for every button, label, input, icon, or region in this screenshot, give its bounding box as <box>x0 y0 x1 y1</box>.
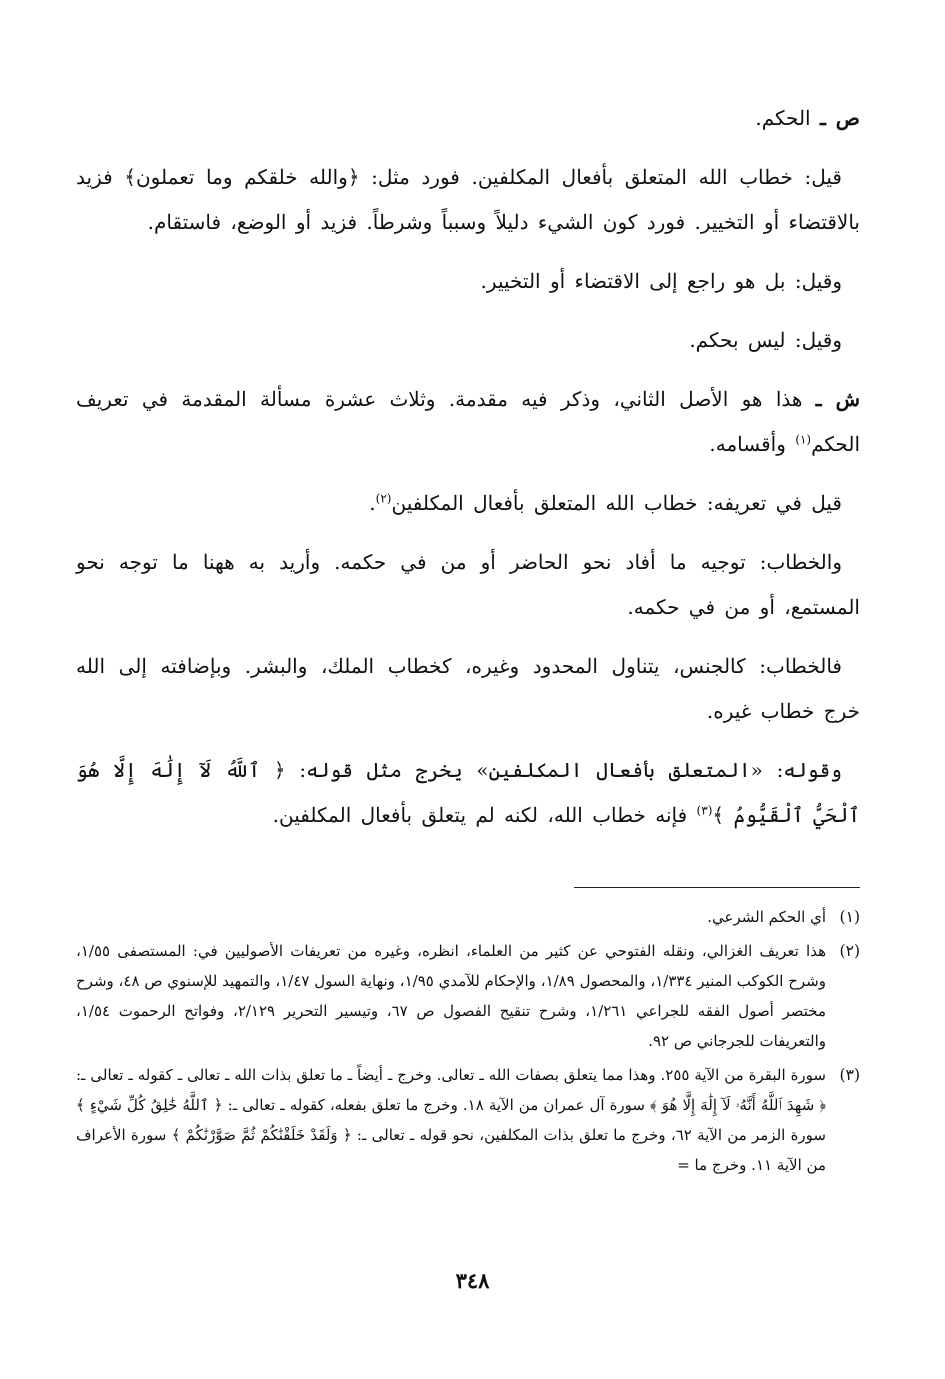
sharh-marker: ش ـ <box>815 387 860 411</box>
main-text <box>76 96 860 852</box>
mutaalliq-text-end: فإنه خطاب الله، لكنه لم يتعلق بأفعال المكلفين. <box>272 803 697 827</box>
footnote-text: أي الحكم الشرعي. <box>707 908 826 926</box>
footnote-3 <box>76 1060 860 1180</box>
definition-end: . <box>369 491 376 515</box>
sharh-paragraph <box>76 377 860 467</box>
section-title: الحكم. <box>755 106 820 130</box>
paragraph-second-opinion: وقيل: بل هو راجع إلى الاقتضاء أو التخيير. <box>480 269 842 293</box>
footnote-1 <box>76 902 860 932</box>
footnote-ref-3[interactable]: (٣) <box>696 803 713 818</box>
definition-paragraph <box>76 481 860 526</box>
footnote-ref-1[interactable]: (١) <box>795 432 812 447</box>
paragraph-definition-quote: قيل: خطاب الله المتعلق بأفعال المكلفين. فورد مثل: ﴿والله خلقكم وما تعملون﴾ فزيد بالاقتضاء أو التخيير. فورد كون الشيء دليلاً وسبباً وشرطاً. فزيد أو الوضع، فاستقام. <box>76 165 860 234</box>
footnote-number: (٢) <box>839 942 860 960</box>
footnote-number: (٣) <box>839 1066 860 1084</box>
definition-text: قيل في تعريفه: خطاب الله المتعلق بأفعال المكلفين <box>391 491 842 515</box>
footnotes <box>76 902 860 1184</box>
footnote-text: هذا تعريف الغزالي، ونقله الفتوحي عن كثير من العلماء، انظره، وغيره من تعريفات الأصوليين في: المستصفى ١/٥٥، وشرح الكوكب المنير ١/٣٣٤، والمحصول ١/٨٩، والإحكام للآمدي ١/٩٥، ونهاية السول ١/٤٧، والتمهيد للإسنوي ص ٤٨، وشرح مختصر أصول الفقه للجراعي ١/٢٦١، وشرح تنقيح الفصول ص ٦٧، وتيسير التحرير ٢/١٢٩، وفواتح الرحموت ١/٥٤، والتعريفات للجرجاني ص ٩٢. <box>76 942 826 1050</box>
section-heading <box>76 96 860 141</box>
footnote-2 <box>76 936 860 1056</box>
mutaalliq-text: وقوله: «المتعلق بأفعال المكلفين» يخرج مثل قوله: ﴿ ٱللَّهُ لَآ إِلَٰهَ إِلَّا هُوَ ٱلْحَيُّ ٱلْقَيُّومُ ﴾ <box>76 758 860 827</box>
page-number: ٣٤٨ <box>455 1268 490 1293</box>
khitab-paragraph: والخطاب: توجيه ما أفاد نحو الحاضر أو من في حكمه. وأريد به ههنا ما توجه نحو المستمع، أو من في حكمه. <box>76 550 860 619</box>
khitab-genus-paragraph: فالخطاب: كالجنس، يتناول المحدود وغيره، كخطاب الملك، والبشر. وبإضافته إلى الله خرج خطاب غيره. <box>76 654 860 723</box>
footnote-text: سورة البقرة من الآية ٢٥٥. وهذا مما يتعلق بصفات الله ـ تعالى. وخرج ـ أيضاً ـ ما تعلق بذات الله ـ تعالى ـ كقوله ـ تعالى ـ: ﴿ شَهِدَ ٱللَّهُ أَنَّهُۥ لَآ إِلَٰهَ إِلَّا هُوَ ﴾ سورة آل عمران من الآية ١٨. وخرج ما تعلق بفعله، كقوله ـ تعالى ـ: ﴿ ٱللَّهُ خَٰلِقُ كُلِّ شَيْءٍ ﴾ سورة الزمر من الآية ٦٢، وخرج ما تعلق بذات المكلفين، نحو قوله ـ تعالى ـ: ﴿ وَلَقَدْ خَلَقْنَٰكُمْ ثُمَّ صَوَّرْنَٰكُمْ ﴾ سورة الأعراف من الآية ١١. وخرج ما = <box>76 1066 826 1174</box>
section-marker: ص ـ <box>819 106 860 130</box>
sharh-text-end: وأقسامه. <box>709 432 796 456</box>
footnote-separator <box>574 887 860 888</box>
footnote-ref-2[interactable]: (٢) <box>375 491 392 506</box>
paragraph-third-opinion: وقيل: ليس بحكم. <box>689 328 842 352</box>
mutaalliq-paragraph <box>76 748 860 838</box>
footnote-number: (١) <box>839 908 860 926</box>
sharh-text: هذا هو الأصل الثاني، وذكر فيه مقدمة. وثلاث عشرة مسألة المقدمة في تعريف الحكم <box>76 387 860 456</box>
